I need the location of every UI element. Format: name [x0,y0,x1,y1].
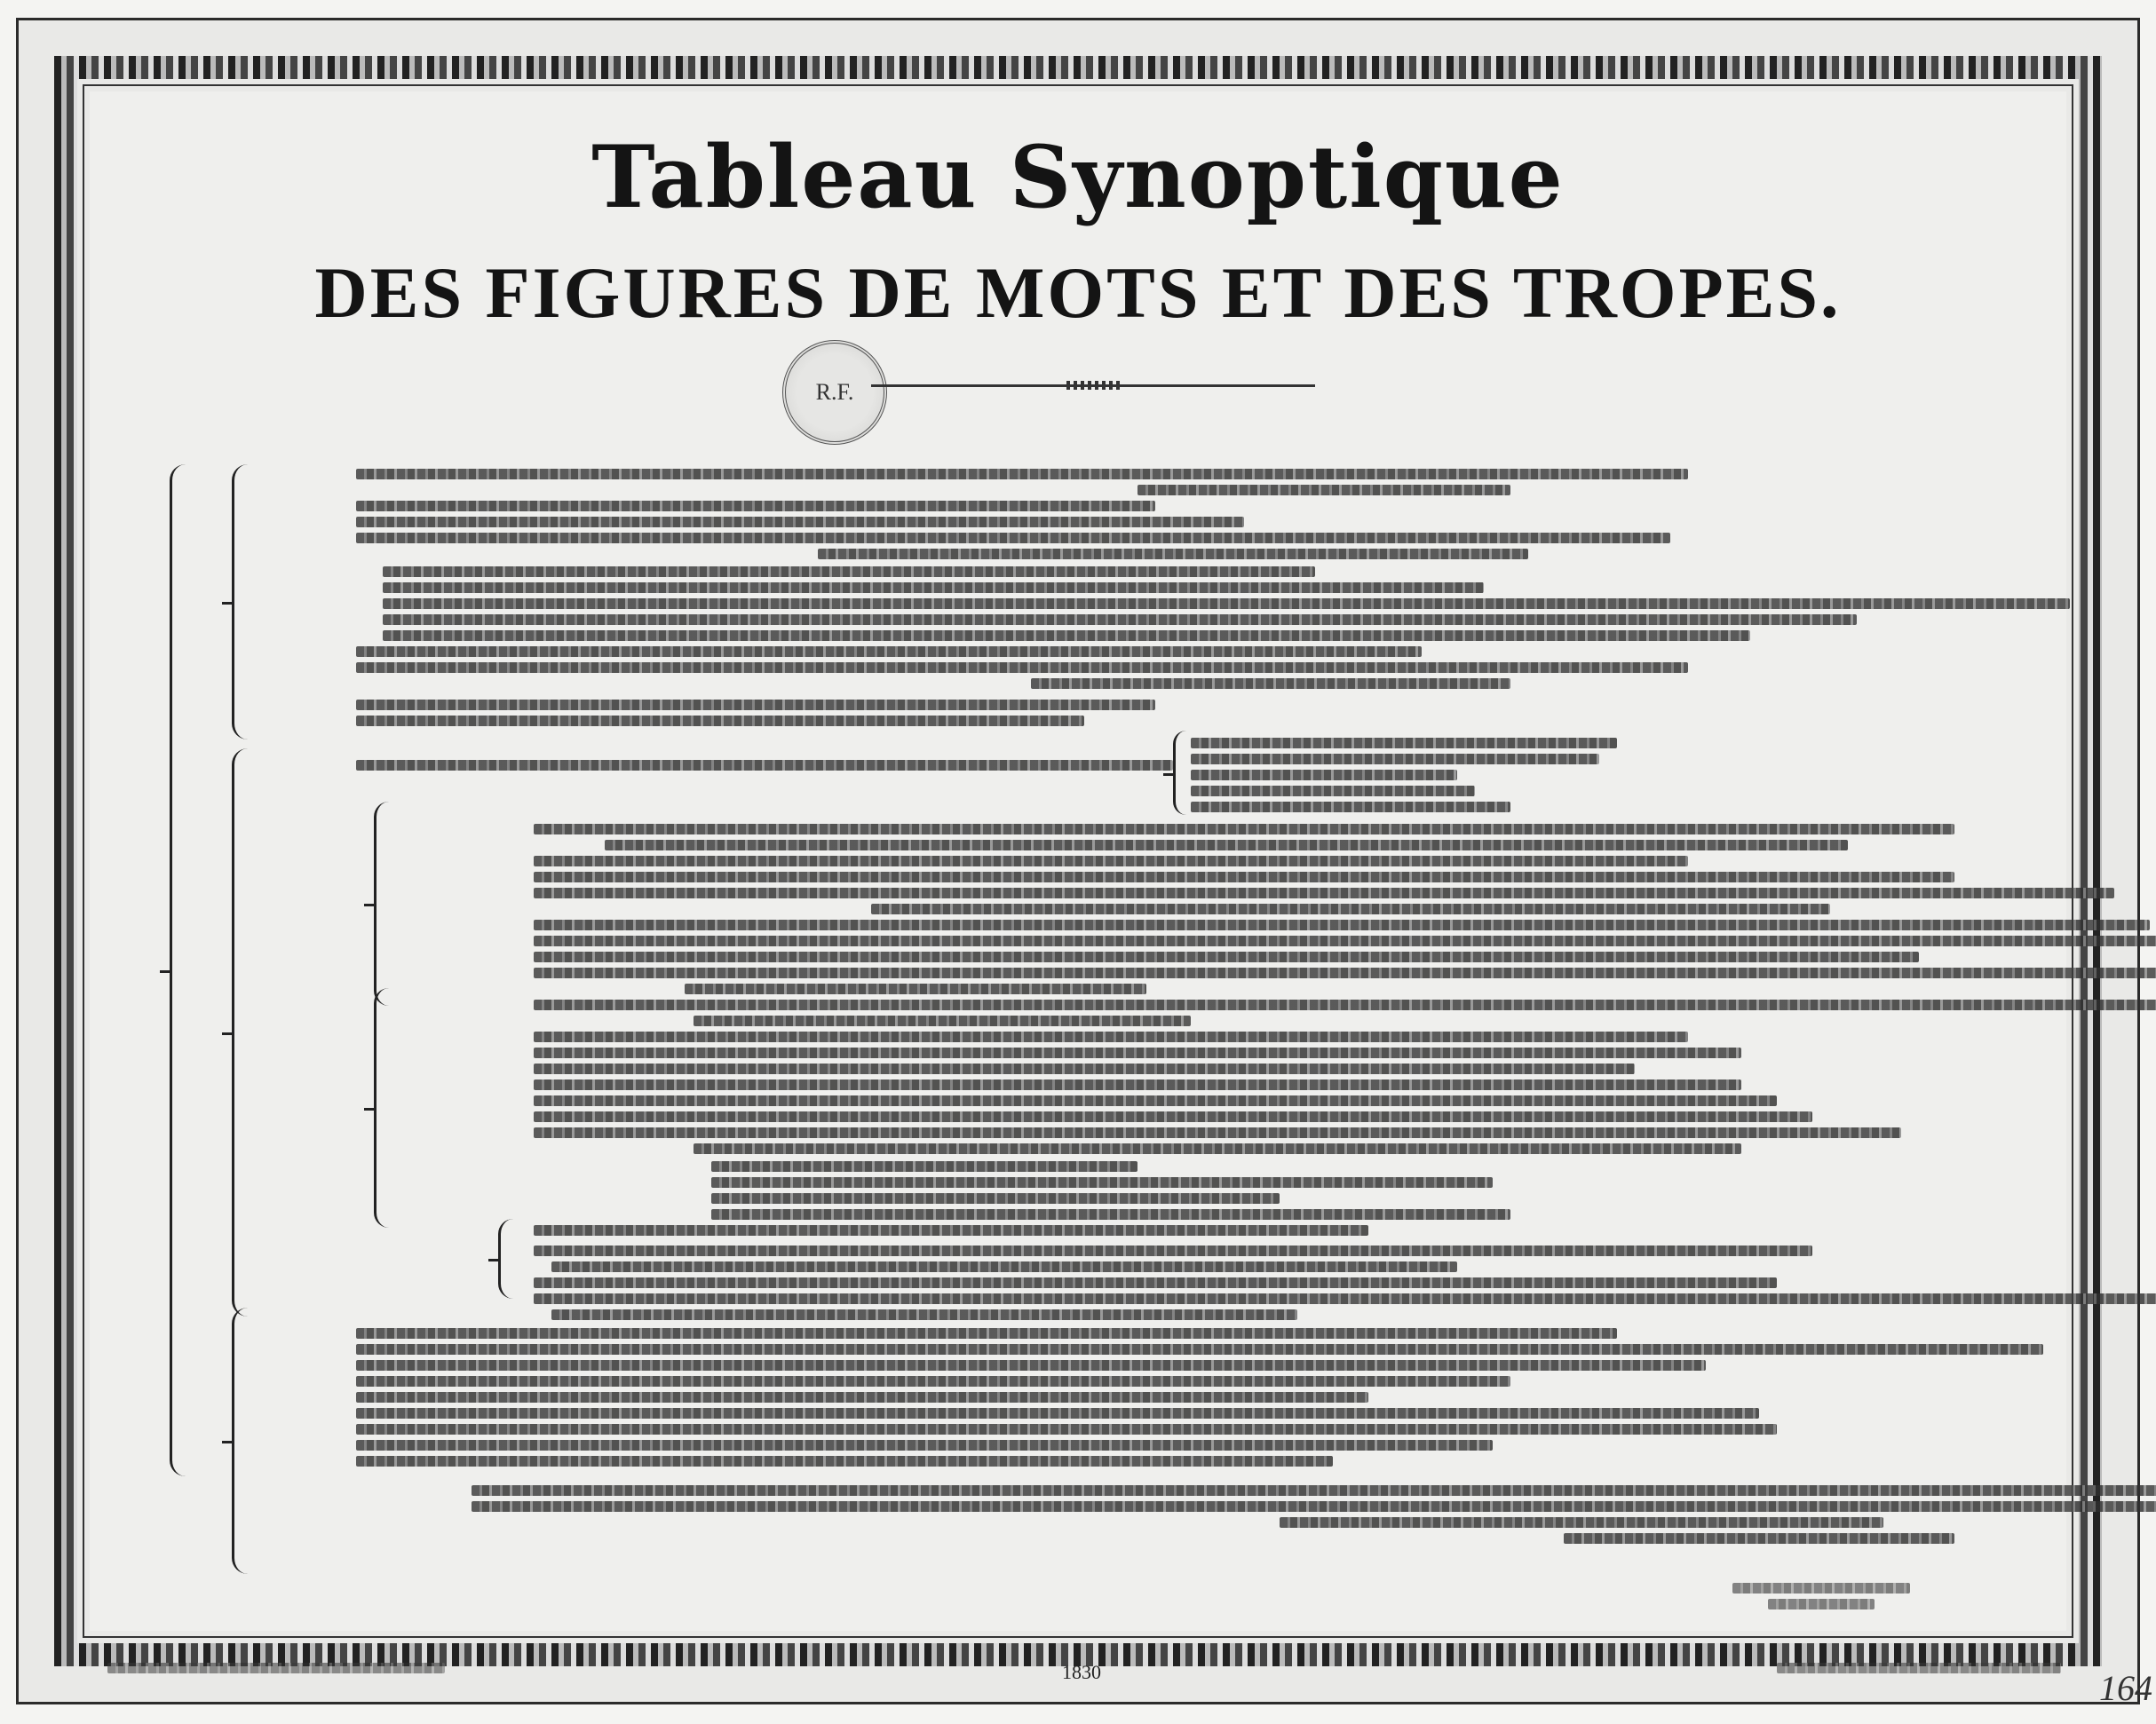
text-line [383,566,1315,577]
text-line [472,1485,2156,1496]
text-line [356,1376,1510,1387]
text-line [356,517,1244,527]
text-line [818,549,1528,559]
text-line [1191,770,1457,780]
text-line [1191,738,1617,748]
text-line [1564,1533,1954,1544]
page-subtitle: DES FIGURES DE MOTS ET DES TROPES. [314,252,1842,333]
text-line [551,1261,1457,1272]
text-line [534,888,2114,898]
text-line [534,1111,1812,1122]
text-line [534,1095,1777,1106]
handwritten-number: 164 [2099,1668,2152,1708]
text-line [383,582,1484,593]
caption-line [1768,1599,1875,1609]
text-line [472,1501,2156,1512]
text-line [534,1246,1812,1256]
text-line [383,630,1750,641]
text-line [534,1064,1635,1074]
text-line [356,662,1688,673]
library-stamp [782,340,887,445]
text-line [356,646,1422,657]
text-line [534,936,2156,946]
text-line [534,952,1919,962]
text-line [534,856,1688,866]
text-line [694,1143,1741,1154]
text-line [356,1408,1759,1419]
title-rule [871,384,1315,387]
text-line [356,533,1670,543]
text-line [534,968,2156,978]
text-line [1191,786,1475,796]
text-line [534,1032,1688,1042]
text-line [534,920,2150,930]
footer-imprint-right [1777,1663,2061,1673]
text-line [711,1161,1137,1172]
poster-sheet [16,18,2140,1704]
text-line [694,1016,1191,1026]
text-line [383,598,2070,609]
text-line [383,614,1857,625]
text-line [356,1440,1493,1451]
text-line [534,1079,1741,1090]
footer-imprint-left [107,1663,445,1673]
group-brace-3 [232,1308,250,1574]
text-line [534,1293,2156,1304]
text-line [534,824,1954,834]
text-line [1280,1517,1883,1528]
text-line [605,840,1848,850]
text-line [1031,678,1510,689]
text-line [356,501,1155,511]
text-line [534,1048,1741,1058]
text-line [356,469,1688,479]
text-line [356,1344,2043,1355]
text-line [534,1277,1777,1288]
text-line [1191,802,1510,812]
text-line [711,1209,1510,1220]
text-line [356,1392,1368,1403]
footer-year: 1830 [1062,1661,1101,1683]
text-line [1137,485,1510,495]
text-line [534,1127,1901,1138]
text-line [356,1424,1777,1435]
sub-brace-synecdoche [374,988,389,1228]
text-line [356,700,1155,710]
text-line [871,904,1830,914]
text-line [356,1360,1706,1371]
group-brace-2 [232,748,250,1317]
text-line [356,760,1173,771]
text-line [685,984,1146,994]
sub-brace-catachresis [498,1219,513,1299]
caption-line [1732,1583,1910,1594]
text-line [356,716,1084,726]
main-brace [170,464,190,1476]
text-line [551,1309,1297,1320]
text-line [1191,754,1599,764]
text-line [534,872,1954,882]
sub-brace-metonymy [374,802,389,1006]
text-line [356,1328,1617,1339]
group-brace-1 [232,464,250,739]
text-line [534,1225,1368,1236]
text-line [711,1177,1493,1188]
sub-brace-metaphor [1173,731,1186,815]
page-title: Tableau Synoptique [591,127,1565,227]
text-line [534,1000,2156,1010]
text-line [711,1193,1280,1204]
text-line [356,1456,1333,1467]
poster-body [90,91,2066,1631]
stamp-text: R.F. [815,379,854,405]
